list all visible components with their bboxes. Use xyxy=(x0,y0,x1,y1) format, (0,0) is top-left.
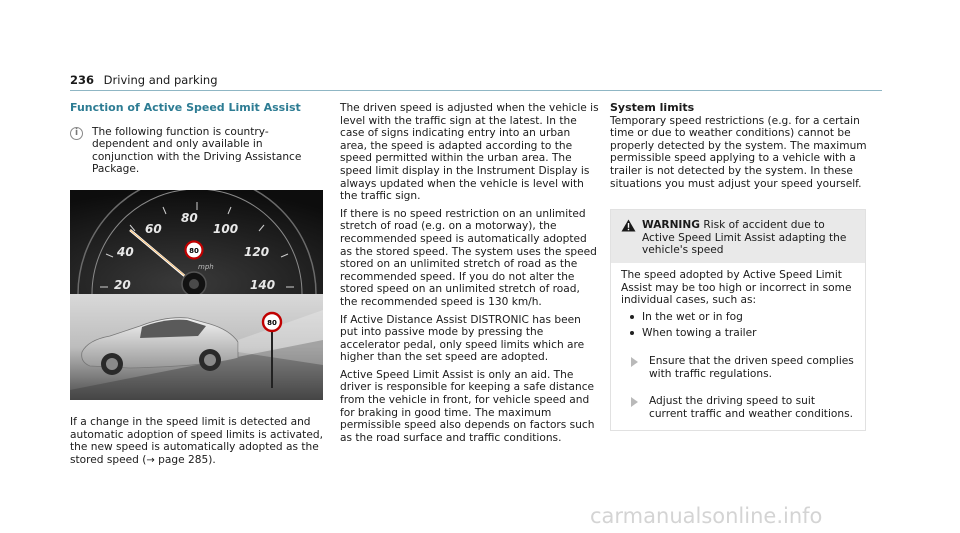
column-3 xyxy=(610,102,875,431)
column-1 xyxy=(70,102,325,472)
paragraph: Active Speed Limit Assist is only an aid. The driver is responsible for keeping a safe distance from the vehicle in front, for vehicle speed and for braking in good time. The maximum permissible speed also depends on factors such as the road surface and traffic conditions. xyxy=(340,368,595,444)
info-note xyxy=(70,126,325,176)
warning-heading: Risk of accident due to Active Speed Limit Assist adapting the vehicle's speed xyxy=(642,219,847,257)
list-item: In the wet or in fog xyxy=(630,311,855,324)
warning-box xyxy=(610,209,866,431)
svg-text:mph: mph xyxy=(198,262,214,271)
page-number: 236 xyxy=(70,73,95,87)
page-header xyxy=(70,73,218,87)
step-arrow-icon xyxy=(631,397,638,407)
warning-label: WARNING xyxy=(642,219,700,232)
section-title: Function of Active Speed Limit Assist xyxy=(70,101,301,114)
note-text: The following function is country-dependent and only available in conjunction with the Driving Assistance Package. xyxy=(92,125,302,176)
speed-limit-figure xyxy=(70,190,323,400)
warning-text: The speed adopted by Active Speed Limit Assist may be too high or incorrect in some individual cases, such as: xyxy=(621,268,852,307)
gauge-label-40: 40 xyxy=(117,244,134,259)
adoption-paragraph: If a change in the speed limit is detected and automatic adoption of speed limits is activated, the new speed is automatically adopted as the stored speed (→ page 285). xyxy=(70,415,323,466)
system-limits-text: Temporary speed restrictions (e.g. for a certain time or due to weather conditions) cannot be properly detected by the system. The maximum permissible speed applying to a vehicle with a trailer is not detected by the system. In these situations you must adjust your speed yourself. xyxy=(610,114,867,190)
column-2 xyxy=(340,102,600,449)
instruction-step: Ensure that the driven speed complies with traffic regulations. xyxy=(631,355,855,380)
warning-header xyxy=(611,210,865,263)
page-reference-link[interactable]: page 285). xyxy=(158,453,216,466)
warning-body xyxy=(611,263,865,430)
gauge-label-100: 100 xyxy=(213,221,239,236)
paragraph: The driven speed is adjusted when the vehicle is level with the traffic sign at the latest. In the case of signs indicating entry into an urban area, the speed is adapted according to the speed permitted within the urban area. The speed limit display in the Instrument Display is always updated when the vehicle is level with the traffic sign. xyxy=(340,102,599,203)
info-icon: i xyxy=(70,127,83,140)
instruction-step: Adjust the driving speed to suit current traffic and weather conditions. xyxy=(631,395,855,420)
watermark: carmanualsonline.info xyxy=(590,504,823,528)
svg-text:80: 80 xyxy=(189,246,199,255)
svg-text:80: 80 xyxy=(267,318,277,327)
paragraph: If there is no speed restriction on an unlimited stretch of road (e.g. on a motorway), the recommended speed is automatically adopted as the stored speed. The system uses the speed stored on an unlimited stretch of road as the recommended speed. If you do not alter the stored speed on an unlimited stretch of road, the recommended speed is 130 km/h. xyxy=(340,207,597,308)
bullet-icon xyxy=(630,331,634,335)
gauge-label-80: 80 xyxy=(181,210,198,225)
paragraph: If Active Distance Assist DISTRONIC has been put into passive mode by pressing the accelerator pedal, only speed limits which are higher than the set speed are adopted. xyxy=(340,313,585,364)
list-item: When towing a trailer xyxy=(630,327,855,340)
warning-triangle-icon xyxy=(621,219,636,232)
figure-illustration xyxy=(70,190,323,400)
gauge-label-140: 140 xyxy=(250,277,276,292)
header-divider xyxy=(70,90,882,91)
gauge-label-120: 120 xyxy=(244,244,270,259)
reference-arrow-icon: → xyxy=(146,454,155,466)
step-arrow-icon xyxy=(631,357,638,367)
gauge-label-60: 60 xyxy=(145,221,162,236)
gauge-label-20: 20 xyxy=(114,277,131,292)
system-limits-title: System limits xyxy=(610,101,695,114)
chapter-title: Driving and parking xyxy=(103,73,218,87)
bullet-icon xyxy=(630,315,634,319)
